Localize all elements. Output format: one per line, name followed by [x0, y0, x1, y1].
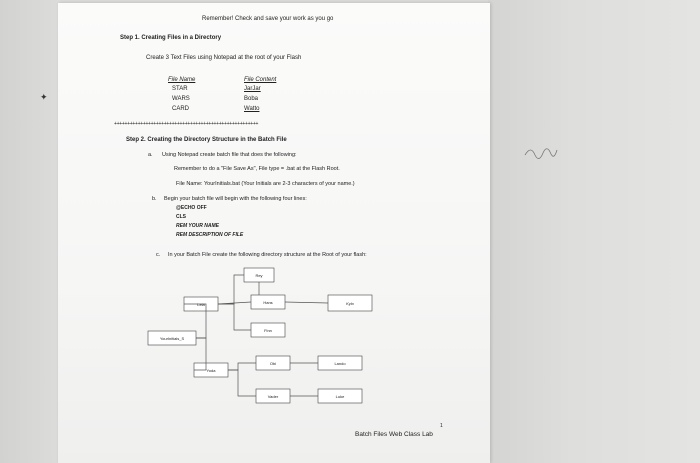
page-number: 1 [440, 423, 443, 429]
batch-line: REM DESCRIPTION OF FILE [176, 232, 244, 238]
item-a-text: Using Notepad create batch file that does the following: [162, 152, 297, 158]
file-name-cell: WARS [172, 96, 190, 102]
tree-node-kylo: Kylo [346, 301, 354, 306]
reminder-text: Remember! Check and save your work as you go [202, 16, 334, 22]
step1-instruction: Create 3 Text Files using Notepad at the root of your Flash [146, 55, 302, 61]
footer-label: Batch Files Web Class Lab [355, 431, 433, 438]
tree-node-leia: Leia [197, 302, 205, 307]
item-c-marker: c. [156, 252, 161, 258]
batch-line: CLS [176, 214, 186, 220]
tree-node-vader: Vader [267, 394, 279, 399]
item-c-text: In your Batch File create the following directory structure at the Root of your flash: [168, 252, 367, 258]
column-header-file-content: File Content [244, 77, 277, 83]
star-mark-icon: ✦ [40, 92, 48, 102]
tree-node-finn: Finn [264, 328, 272, 333]
item-a-marker: a. [148, 152, 153, 158]
tree-node-rey: Rey [255, 273, 263, 278]
item-b-text: Begin your batch file will begin with the following four lines: [164, 196, 307, 202]
batch-line: REM YOUR NAME [176, 223, 219, 229]
tree-node-obi: Obi [269, 361, 277, 366]
divider-line: +++++++++++++++++++++++++++++++++++++++++++++++++++++++ [114, 121, 259, 127]
item-a-filename: File Name: YourInitials.bat (Your Initials are 2-3 characters of your name.) [176, 181, 355, 187]
tree-node-yoda: Yoda [206, 368, 216, 373]
file-content-cell: Watto [244, 106, 260, 112]
file-name-cell: STAR [172, 86, 188, 92]
column-header-file-name: File Name [168, 77, 196, 83]
tree-node-hans: Hans [263, 300, 273, 305]
tree-node-lando: Lando [334, 361, 346, 366]
item-a-reminder: Remember to do a "File Save As", File type = .bat at the Flash Root. [174, 166, 340, 172]
document-page [58, 3, 490, 463]
tree-node-luke: Luke [335, 394, 345, 399]
step1-heading: Step 1. Creating Files in a Directory [120, 35, 222, 41]
file-content-cell: JarJar [244, 86, 261, 92]
step2-heading: Step 2. Creating the Directory Structure in the Batch File [126, 137, 287, 143]
item-b-marker: b. [152, 196, 157, 202]
batch-line: @ECHO OFF [176, 205, 207, 211]
file-content-cell: Boba [244, 96, 259, 102]
tree-node-root: YourInitials_S [159, 336, 185, 341]
file-name-cell: CARD [172, 106, 190, 112]
